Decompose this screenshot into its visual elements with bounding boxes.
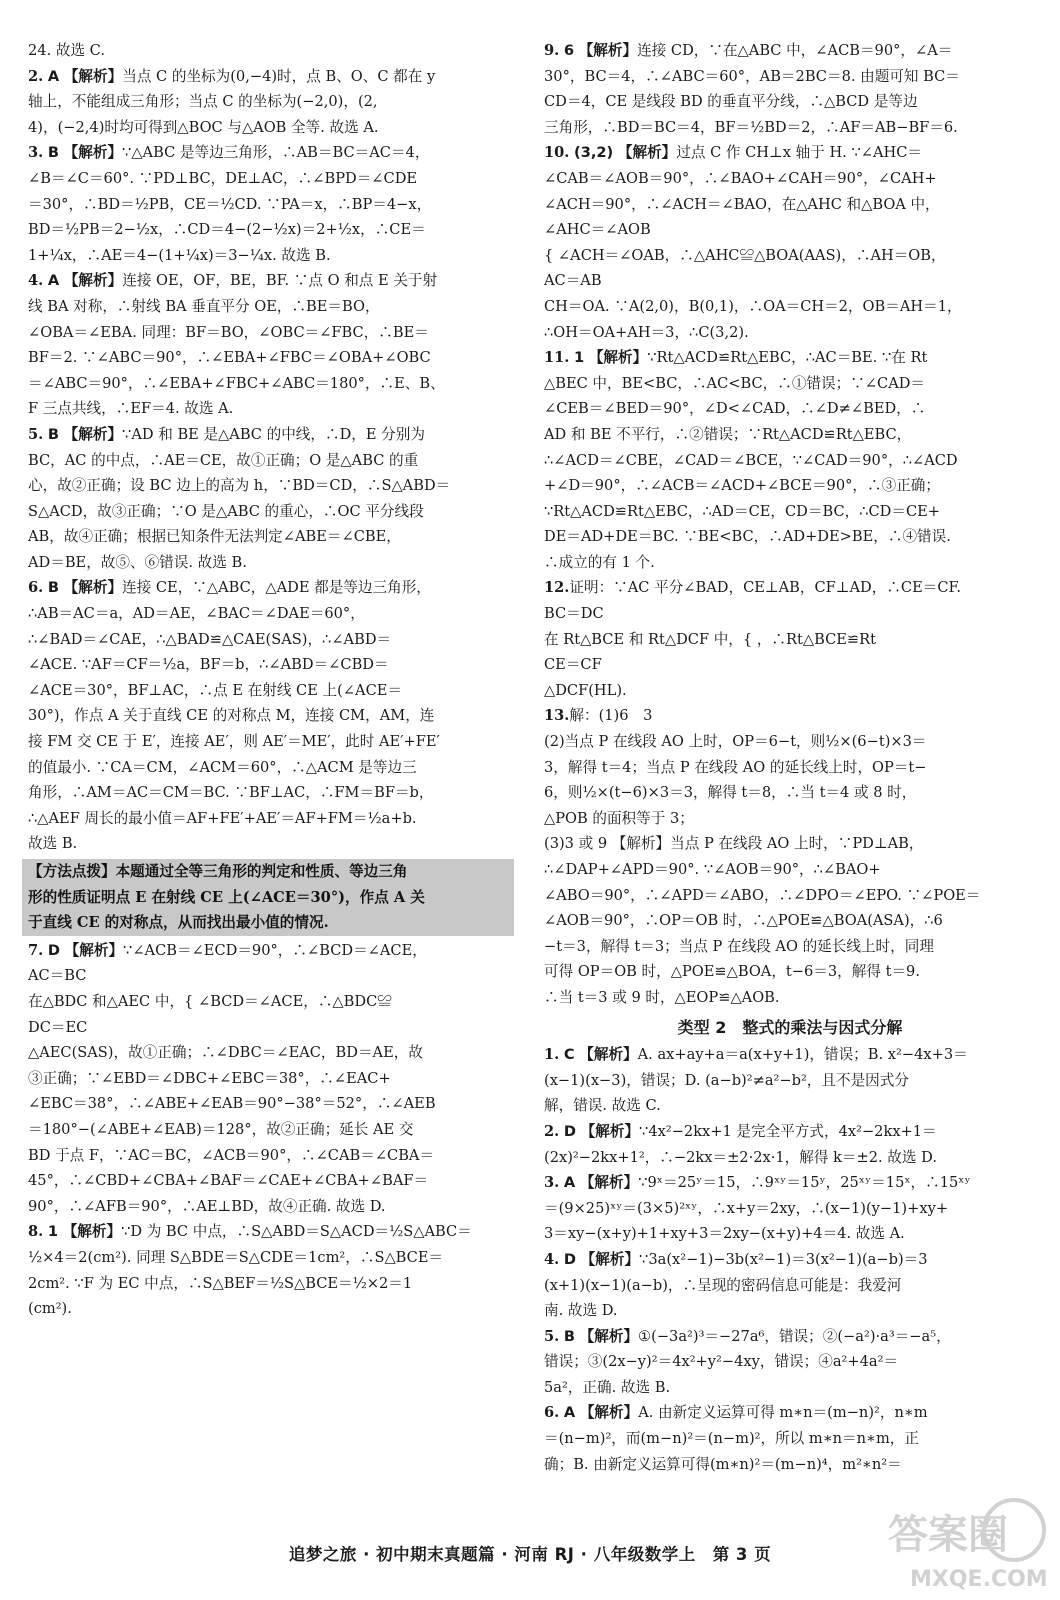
answer-line bbox=[544, 371, 1036, 397]
answer-line bbox=[544, 1221, 1036, 1247]
line-text: AC＝BC bbox=[28, 967, 87, 985]
line-text: ∠AHC＝∠AOB bbox=[544, 221, 651, 239]
answer-line bbox=[544, 1324, 1036, 1350]
answer-item bbox=[544, 1170, 1036, 1247]
line-text: ∠ACE＝30°，BF⊥AC，∴点 E 在射线 CE 上(∠ACE＝ bbox=[28, 681, 402, 699]
answer-line bbox=[28, 1015, 516, 1041]
line-text: 3，解得 t＝4；当点 P 在线段 AO 的延长线上时，OP＝t− bbox=[544, 758, 927, 776]
answer-line bbox=[28, 601, 516, 627]
line-text: ∵4x²−2kx+1 是完全平方式，4x²−2kx+1＝ bbox=[639, 1122, 937, 1140]
line-text: ∵△ABC 是等边三角形，∴AB＝BC＝AC＝4， bbox=[122, 144, 430, 162]
line-text: ∵AD 和 BE 是△ABC 的中线，∴D，E 分别为 bbox=[122, 425, 425, 443]
question-number: 6. bbox=[544, 1404, 560, 1422]
answer-item bbox=[544, 1247, 1036, 1324]
analysis-tag: 【解析】 bbox=[588, 349, 648, 367]
answer-item bbox=[28, 268, 516, 422]
answer-line bbox=[544, 1247, 1036, 1273]
answer-line bbox=[544, 140, 1036, 166]
answer-line bbox=[28, 806, 516, 832]
line-text: AD＝BE，故⑤、⑥错误. 故选 B. bbox=[28, 553, 247, 571]
answer-line bbox=[544, 1093, 1036, 1119]
analysis-tag: 【解析】 bbox=[617, 144, 677, 162]
answer-line bbox=[544, 1426, 1036, 1452]
answer-line bbox=[544, 1375, 1036, 1401]
line-text: 连接 CD，∵在△ABC 中，∠ACB＝90°，∠A＝ bbox=[637, 42, 953, 59]
line-text: 线 BA 对称，∴射线 BA 垂直平分 OE，∴BE＝BO， bbox=[28, 297, 380, 315]
method-tip-box bbox=[22, 859, 514, 936]
question-number: 11. bbox=[544, 349, 570, 367]
line-text: 30°，BC＝4，∴∠ABC＝60°，AB＝2BC＝8. 由题可知 BC＝ bbox=[544, 67, 960, 85]
section-heading: 类型 2 整式的乘法与因式分解 bbox=[677, 1017, 903, 1037]
answer-line bbox=[28, 678, 516, 704]
answer-item bbox=[28, 38, 516, 64]
answer-item bbox=[28, 1219, 516, 1321]
answer-line bbox=[544, 1298, 1036, 1324]
answer-line bbox=[28, 294, 516, 320]
question-number: 2. bbox=[544, 1122, 560, 1140]
line-text: ＝180°−(∠ABE+∠EAB)＝128°，故②正确；延长 AE 交 bbox=[28, 1120, 414, 1138]
answer-choice: D bbox=[563, 1250, 577, 1268]
answer-choice: A bbox=[47, 272, 60, 290]
answer-line bbox=[544, 38, 1036, 64]
answer-line bbox=[28, 89, 516, 115]
answer-line bbox=[28, 780, 516, 806]
line-text: 轴上，不能组成三角形；当点 C 的坐标为(−2,0)，(2, bbox=[28, 93, 378, 111]
line-text: △POB 的面积等于 3； bbox=[544, 809, 694, 827]
answer-line bbox=[544, 780, 1036, 806]
analysis-tag: 【解析】 bbox=[578, 42, 638, 59]
answer-item bbox=[544, 1324, 1036, 1401]
question-number: 2. bbox=[28, 67, 44, 85]
line-text: (x+1)(x−1)(a−b)，∴呈现的密码信息可能是：我爱河 bbox=[544, 1276, 902, 1294]
line-text: ③正确；∵∠EBD＝∠DBC+∠EBC＝38°，∴∠EAC+ bbox=[28, 1069, 391, 1087]
line-text: ∵3a(x²−1)−3b(x²−1)＝3(x²−1)(a−b)＝3 bbox=[639, 1250, 928, 1268]
line-text: CH＝OA. ∵A(2,0)，B(0,1)，∴OA＝CH＝2，OB＝AH＝1， bbox=[544, 297, 962, 315]
line-text: ½×4＝2(cm²). 同理 S△BDE＝S△CDE＝1cm²，∴S△BCE＝ bbox=[28, 1248, 444, 1266]
line-text: ∠EBC＝38°，∴∠ABE+∠EAB＝90°−38°＝52°，∴∠AEB bbox=[28, 1095, 436, 1113]
line-text: S△ACD，故③正确；∵O 是△ABC 的重心，∴OC 平分线段 bbox=[28, 502, 424, 520]
line-text: AC＝AB bbox=[544, 272, 602, 290]
answer-item bbox=[28, 422, 516, 576]
line-text: 45°，∴∠CBD+∠CBA+∠BAF＝∠CAE+∠CBA+∠BAF＝ bbox=[28, 1172, 429, 1190]
line-text: 4)，(−2,4)时均可得到△BOC 与△AOB 全等. 故选 A. bbox=[28, 118, 379, 136]
answer-line bbox=[28, 575, 516, 601]
line-text: CE＝CF bbox=[544, 656, 602, 674]
answer-choice: 1 bbox=[47, 1223, 59, 1241]
question-number: 3. bbox=[28, 144, 44, 162]
answer-line bbox=[28, 38, 516, 64]
answer-item bbox=[544, 140, 1036, 345]
line-text: 2cm². ∵F 为 EC 中点，∴S△BEF＝½S△BCE＝½×2＝1 bbox=[28, 1274, 413, 1292]
answer-line bbox=[28, 831, 516, 857]
answer-choice: C bbox=[563, 1046, 575, 1064]
answer-line bbox=[544, 678, 1036, 704]
answer-line bbox=[544, 729, 1036, 755]
line-text: ∴∠DAP+∠APD＝90°. ∵∠AOB＝90°，∴∠BAO+ bbox=[544, 861, 881, 878]
answer-line bbox=[28, 1168, 516, 1194]
line-text: 90°，∴∠AFB＝90°，∴AE⊥BD，故④正确. 故选 D. bbox=[28, 1197, 386, 1215]
line-text: 在△BDC 和△AEC 中，{ ∠BCD＝∠ACE，∴△BDC≌ bbox=[28, 992, 392, 1010]
answer-choice: B bbox=[47, 144, 60, 162]
line-text: ∴当 t＝3 或 9 时，△EOP≌△AOB. bbox=[544, 988, 780, 1006]
answer-line bbox=[544, 1400, 1036, 1426]
line-text: ∠AOB＝90°，∴OP＝OB 时，∴△POE≌△BOA(ASA)，∴6 bbox=[544, 912, 943, 930]
line-text: (2)当点 P 在线段 AO 上时，OP＝6−t，则½×(6−t)×3＝ bbox=[544, 733, 927, 751]
analysis-tag: 【解析】 bbox=[64, 941, 124, 959]
answer-item bbox=[544, 345, 1036, 575]
line-text: ∠ABO＝90°，∴∠APD＝∠ABO，∴∠DPO＝∠EPO. ∵∠POE＝ bbox=[544, 886, 981, 904]
analysis-tag: 【解析】 bbox=[579, 1046, 638, 1064]
line-text: AB，故④正确；根据已知条件无法判定∠ABE＝∠CBE， bbox=[28, 528, 401, 546]
answer-line bbox=[544, 396, 1036, 422]
analysis-tag: 【解析】 bbox=[579, 1174, 639, 1192]
line-text: DE＝AD+DE＝BC. ∵BE<BC，∴AD+DE>BE，∴④错误. bbox=[544, 528, 951, 546]
analysis-tag: 【解析】 bbox=[63, 579, 123, 597]
answer-line bbox=[544, 831, 1036, 857]
line-text: 当点 C 的坐标为(0,−4)时，点 B、O、C 都在 y bbox=[122, 67, 436, 85]
answer-line bbox=[544, 320, 1036, 346]
analysis-tag: 【解析】 bbox=[63, 425, 123, 443]
answer-line bbox=[544, 1452, 1036, 1478]
line-text: 故选 B. bbox=[28, 835, 78, 853]
tip-line bbox=[28, 910, 510, 936]
line-text: ∠B＝∠C＝60°. ∵PD⊥BC，DE⊥AC，∴∠BPD＝∠CDE bbox=[28, 169, 418, 187]
answer-choice: B bbox=[47, 425, 60, 443]
answer-line bbox=[544, 1145, 1036, 1171]
answer-line bbox=[544, 192, 1036, 218]
line-text: ∴△AEF 周长的最小值＝AF+FE′+AE′＝AF+FM＝½a+b. bbox=[28, 809, 417, 827]
answer-line bbox=[544, 89, 1036, 115]
answer-line bbox=[28, 499, 516, 525]
line-text: { ∠ACH＝∠OAB，∴△AHC≌△BOA(AAS)，∴AH＝OB， bbox=[544, 246, 946, 264]
answer-line bbox=[28, 422, 516, 448]
answer-item bbox=[28, 140, 516, 268]
answer-line bbox=[544, 755, 1036, 781]
answer-line bbox=[28, 1194, 516, 1220]
line-text: DC＝EC bbox=[28, 1018, 88, 1036]
line-text: ∠CEB＝∠BED＝90°，∠D<∠CAD，∴∠D≠∠BED，∴ bbox=[544, 400, 926, 418]
answer-line bbox=[28, 320, 516, 346]
answer-item bbox=[28, 938, 516, 1220]
line-text: 南. 故选 D. bbox=[544, 1302, 618, 1320]
answer-line bbox=[28, 989, 516, 1015]
answer-line bbox=[544, 601, 1036, 627]
question-number: 4. bbox=[28, 272, 44, 290]
line-text: 可得 OP＝OB 时，△POE≌△BOA，t−6＝3，解得 t＝9. bbox=[544, 963, 920, 981]
analysis-tag: 【解析】 bbox=[579, 1327, 639, 1345]
answer-line bbox=[544, 1349, 1036, 1375]
line-text: (3)3 或 9 【解析】当点 P 在线段 AO 上时，∵PD⊥AB， bbox=[544, 835, 924, 853]
answer-choice: 6 bbox=[563, 42, 575, 59]
answer-line bbox=[544, 652, 1036, 678]
answer-line bbox=[544, 959, 1036, 985]
answer-line bbox=[544, 1196, 1036, 1222]
line-text: △BEC 中，BE<BC，∴AC<BC，∴①错误；∵∠CAD＝ bbox=[544, 374, 926, 392]
answer-line bbox=[28, 550, 516, 576]
answer-choice: A bbox=[563, 1404, 576, 1422]
answer-choice: B bbox=[47, 579, 60, 597]
tip-text: 形的性质证明点 E 在射线 CE 上(∠ACE＝30°)，作点 A 关 bbox=[28, 888, 425, 906]
answer-line bbox=[544, 883, 1036, 909]
answer-line bbox=[544, 64, 1036, 90]
line-text: ∴∠BAD＝∠CAE，∴△BAD≌△CAE(SAS)，∴∠ABD＝ bbox=[28, 630, 392, 648]
answer-line bbox=[28, 652, 516, 678]
answer-line bbox=[28, 755, 516, 781]
question-number: 10. bbox=[544, 144, 570, 162]
line-text: ∠ACE. ∵AF＝CF＝½a，BF＝b，∴∠ABD＝∠CBD＝ bbox=[28, 656, 389, 674]
answer-line bbox=[544, 243, 1036, 269]
line-text: (2x)²−2kx+1²，∴−2kx＝±2·2x·1，解得 k＝±2. 故选 D. bbox=[544, 1148, 937, 1166]
answer-line bbox=[28, 166, 516, 192]
answer-choice: D bbox=[563, 1122, 577, 1140]
answer-line bbox=[28, 268, 516, 294]
line-text: CD＝4，CE 是线段 BD 的垂直平分线，∴△BCD 是等边 bbox=[544, 93, 918, 111]
answer-line bbox=[544, 1119, 1036, 1145]
line-text: BF＝2. ∵∠ABC＝90°，∴∠EBA+∠FBC＝∠OBA+∠OBC bbox=[28, 349, 431, 367]
analysis-tag: 【解析】 bbox=[63, 67, 123, 85]
tip-line bbox=[28, 885, 510, 911]
answer-line bbox=[28, 243, 516, 269]
answer-line bbox=[28, 396, 516, 422]
line-text: BD＝½PB＝2−½x，∴CD＝4−(2−½x)＝2+½x，∴CE＝ bbox=[28, 221, 426, 239]
line-text: 确；B. 由新定义运算可得(m∗n)²＝(m−n)⁴，m²∗n²＝ bbox=[544, 1455, 902, 1473]
answer-line bbox=[544, 294, 1036, 320]
answer-line bbox=[544, 908, 1036, 934]
question-number: 4. bbox=[544, 1250, 560, 1268]
answer-line bbox=[28, 938, 516, 964]
line-text: 6，则½×(t−6)×3＝3，解得 t＝8，∴当 t＝4 或 8 时， bbox=[544, 784, 917, 802]
line-text: 解，错误. 故选 C. bbox=[544, 1097, 661, 1115]
answer-line bbox=[28, 345, 516, 371]
question-number: 8. bbox=[28, 1223, 44, 1241]
answer-choice: B bbox=[563, 1327, 576, 1345]
line-text: 角形，∴AM＝AC＝CM＝BC. ∵BF⊥AC，∴FM＝BF＝b， bbox=[28, 784, 434, 802]
answer-line bbox=[544, 217, 1036, 243]
line-text: 过点 C 作 CH⊥x 轴于 H. ∵∠AHC＝ bbox=[676, 144, 922, 162]
answer-line bbox=[28, 371, 516, 397]
line-text: (cm²). bbox=[28, 1300, 72, 1318]
answer-item bbox=[28, 575, 516, 857]
line-text: A. ax+ay+a＝a(x+y+1)，错误；B. x²−4x+3＝ bbox=[637, 1046, 968, 1064]
line-text: ∴成立的有 1 个. bbox=[544, 553, 655, 571]
line-text: F 三点共线，∴EF＝4. 故选 A. bbox=[28, 400, 234, 418]
line-text: ∴OH＝OA+AH＝3，∴C(3,2). bbox=[544, 323, 749, 341]
line-text: ∠OBA＝∠EBA. 同理：BF＝BO，∠OBC＝∠FBC，∴BE＝ bbox=[28, 323, 429, 341]
question-number: 6. bbox=[28, 579, 44, 597]
answer-line bbox=[28, 963, 516, 989]
question-number: 3. bbox=[544, 1174, 560, 1192]
line-text: A. 由新定义运算可得 m∗n＝(m−n)²，n∗m bbox=[638, 1404, 928, 1422]
answer-line bbox=[544, 1273, 1036, 1299]
answer-line bbox=[28, 627, 516, 653]
line-text: ＝(n−m)²，而(m−n)²＝(n−m)²，所以 m∗n＝n∗m，正 bbox=[544, 1430, 919, 1448]
answer-line bbox=[28, 64, 516, 90]
answer-item bbox=[544, 1119, 1036, 1170]
line-text: 证明：∵AC 平分∠BAD，CE⊥AB，CF⊥AD，∴CE＝CF. bbox=[569, 579, 961, 597]
answer-line bbox=[28, 1040, 516, 1066]
page-footer: 追梦之旅 · 初中期末真题篇 · 河南 RJ · 八年级数学上 第 3 页 bbox=[288, 1545, 772, 1564]
line-text: ＝30°，∴BD＝½PB，CE＝½CD. ∵PA＝x，∴BP＝4−x， bbox=[28, 195, 432, 213]
line-text: ∵9ˣ＝25ʸ＝15，∴9ˣʸ＝15ʸ，25ˣʸ＝15ˣ，∴15ˣʸ bbox=[638, 1174, 971, 1192]
line-text: ∴AB＝AC＝a，AD＝AE，∠BAC＝∠DAE＝60°， bbox=[28, 605, 365, 623]
answer-line bbox=[28, 729, 516, 755]
answer-line bbox=[28, 1117, 516, 1143]
line-text: ∵∠ACB＝∠ECD＝90°，∴∠BCD＝∠ACE， bbox=[123, 941, 427, 959]
line-text: AD 和 BE 不平行，∴②错误；∵Rt△ACD≌Rt△EBC， bbox=[544, 425, 912, 443]
tip-text: 于直线 CE 的对称点，从而找出最小值的情况. bbox=[28, 914, 329, 932]
line-text: 在 Rt△BCE 和 Rt△DCF 中，{ ，∴Rt△BCE≌Rt bbox=[544, 630, 876, 648]
answer-line bbox=[544, 1042, 1036, 1068]
answer-line bbox=[28, 1066, 516, 1092]
analysis-tag: 【解析】 bbox=[63, 144, 123, 162]
question-number: 5. bbox=[28, 425, 44, 443]
answer-line bbox=[544, 703, 1036, 729]
answer-line bbox=[28, 1245, 516, 1271]
line-text: (x−1)(x−3)，错误；D. (a−b)²≠a²−b²，且不是因式分 bbox=[544, 1071, 909, 1089]
line-text: 30°)，作点 A 关于直线 CE 的对称点 M，连接 CM，AM，连 bbox=[28, 707, 435, 725]
answer-line bbox=[544, 857, 1036, 883]
analysis-tag: 【解析】 bbox=[580, 1250, 640, 1268]
answer-line bbox=[544, 985, 1036, 1011]
line-text: ∵Rt△ACD≌Rt△EBC，∴AD＝CE，CD＝BC，∴CD＝CE+ bbox=[544, 502, 941, 520]
question-number: 1. bbox=[544, 1046, 560, 1064]
answer-item bbox=[544, 575, 1036, 703]
answer-choice: A bbox=[563, 1174, 576, 1192]
answer-item bbox=[544, 1042, 1036, 1119]
question-number: 13. bbox=[544, 707, 570, 725]
answer-item bbox=[28, 64, 516, 141]
answer-line bbox=[544, 499, 1036, 525]
line-text: 心，故②正确；设 BC 边上的高为 h，∵BD＝CD，∴S△ABD＝ bbox=[28, 477, 451, 495]
answer-line bbox=[28, 524, 516, 550]
answer-line bbox=[28, 217, 516, 243]
answer-item bbox=[544, 1400, 1036, 1477]
answer-line bbox=[544, 473, 1036, 499]
line-text: △AEC(SAS)，故①正确；∴∠DBC＝∠EAC，BD＝AE，故 bbox=[28, 1044, 423, 1062]
answer-line bbox=[544, 345, 1036, 371]
answer-line bbox=[28, 473, 516, 499]
line-text: ＝(9×25)ˣʸ＝(3×5)²ˣʸ，∴x+y＝2xy，∴(x−1)(y−1)+xy+ bbox=[544, 1199, 949, 1217]
line-text: 解：(1)6 3 bbox=[569, 707, 653, 725]
line-text: 错误；③(2x−y)²＝4x²+y²−4xy，错误；④a²+4a²＝ bbox=[544, 1353, 899, 1371]
watermark-text-cn: 答案圈 bbox=[888, 1512, 1008, 1558]
watermark-text-url: MXQE.COM bbox=[910, 1567, 1048, 1592]
answer-line bbox=[544, 115, 1036, 141]
answer-line bbox=[28, 1271, 516, 1297]
answer-line bbox=[28, 1296, 516, 1322]
answer-line bbox=[28, 115, 516, 141]
right-column bbox=[544, 38, 1036, 1477]
line-text: +∠D＝90°，∴∠ACB＝∠ACD+∠BCE＝90°，∴③正确； bbox=[544, 477, 940, 495]
answer-item bbox=[544, 38, 1036, 140]
question-number: 7. bbox=[28, 941, 44, 959]
question-number: 5. bbox=[544, 1327, 560, 1345]
answer-choice: A bbox=[47, 67, 60, 85]
tip-text: 本题通过全等三角形的判定和性质、等边三角 bbox=[115, 863, 408, 880]
analysis-tag: 【解析】 bbox=[579, 1404, 639, 1422]
question-number: 9. bbox=[544, 42, 560, 59]
answer-line bbox=[544, 627, 1036, 653]
line-text: ∵D 为 BC 中点，∴S△ABD＝S△ACD＝½S△ABC＝ bbox=[121, 1223, 472, 1241]
line-text: 接 FM 交 CE 于 E′，连接 AE′，则 AE′＝ME′，此时 AE′+FE′ bbox=[28, 733, 440, 751]
line-text: −t＝3，解得 t＝3；当点 P 在线段 AO 的延长线上时，同理 bbox=[544, 937, 934, 955]
tip-line bbox=[28, 859, 510, 885]
answer-line bbox=[544, 448, 1036, 474]
answer-line bbox=[544, 806, 1036, 832]
answer-choice: (3,2) bbox=[574, 144, 614, 162]
line-text: 连接 CE，∵△ABC，△ADE 都是等边三角形， bbox=[122, 579, 431, 597]
line-text: 连接 OE，OF，BE，BF. ∵点 O 和点 E 关于射 bbox=[122, 272, 438, 290]
answer-line bbox=[544, 575, 1036, 601]
answer-line bbox=[28, 1091, 516, 1117]
line-text: 3＝xy−(x+y)+1+xy+3＝2xy−(x+y)+4＝4. 故选 A. bbox=[544, 1225, 905, 1243]
tip-title: 【方法点拨】 bbox=[28, 863, 116, 880]
answer-line bbox=[544, 166, 1036, 192]
answer-line bbox=[28, 703, 516, 729]
answer-line bbox=[544, 934, 1036, 960]
answer-choice: D bbox=[47, 941, 61, 959]
analysis-tag: 【解析】 bbox=[63, 272, 123, 290]
answer-choice: 1 bbox=[574, 349, 585, 367]
question-number: 12. bbox=[544, 579, 570, 597]
answer-line bbox=[544, 1170, 1036, 1196]
line-text: 24. 故选 C. bbox=[28, 42, 105, 59]
answer-line bbox=[28, 1143, 516, 1169]
left-column bbox=[28, 38, 516, 1322]
answer-line bbox=[544, 524, 1036, 550]
answer-line bbox=[28, 140, 516, 166]
line-text: BC，AC 的中点，∴AE＝CE，故①正确；O 是△ABC 的重 bbox=[28, 451, 419, 469]
line-text: 5a²，正确. 故选 B. bbox=[544, 1378, 671, 1396]
answer-line bbox=[28, 192, 516, 218]
line-text: 1+¼x，∴AE＝4−(1+¼x)＝3−¼x. 故选 B. bbox=[28, 246, 331, 264]
watermark-logo bbox=[882, 1490, 1052, 1594]
line-text: 的值最小. ∵CA＝CM，∠ACM＝60°，∴△ACM 是等边三 bbox=[28, 758, 417, 776]
line-text: BC＝DC bbox=[544, 605, 604, 623]
line-text: BD 于点 F，∵AC＝BC，∠ACB＝90°，∴∠CAB＝∠CBA＝ bbox=[28, 1146, 435, 1164]
answer-line bbox=[544, 1068, 1036, 1094]
line-text: ①(−3a²)³＝−27a⁶，错误；②(−a²)·a³＝−a⁵， bbox=[638, 1327, 951, 1345]
line-text: 三角形，∴BD＝BC＝4，BF＝½BD＝2，∴AF＝AB−BF＝6. bbox=[544, 118, 958, 136]
analysis-tag: 【解析】 bbox=[580, 1122, 640, 1140]
line-text: ∴∠ACD＝∠CBE，∠CAD＝∠BCE，∵∠CAD＝90°，∴∠ACD bbox=[544, 451, 958, 469]
answer-line bbox=[544, 268, 1036, 294]
answer-line bbox=[28, 448, 516, 474]
answer-line bbox=[28, 1219, 516, 1245]
answer-item bbox=[544, 703, 1036, 1010]
answer-line bbox=[544, 550, 1036, 576]
line-text: △DCF(HL). bbox=[544, 681, 627, 699]
analysis-tag: 【解析】 bbox=[62, 1223, 122, 1241]
line-text: ＝∠ABC＝90°，∴∠EBA+∠FBC+∠ABC＝180°，∴E、B、 bbox=[28, 374, 445, 392]
line-text: ∠ACH＝90°，∴∠ACH＝∠BAO，在△AHC 和△BOA 中， bbox=[544, 195, 940, 213]
line-text: ∠CAB＝∠AOB＝90°，∴∠BAO+∠CAH＝90°，∠CAH+ bbox=[544, 169, 937, 187]
answer-line bbox=[544, 422, 1036, 448]
line-text: ∵Rt△ACD≌Rt△EBC，∴AC＝BE. ∵在 Rt bbox=[647, 349, 928, 367]
